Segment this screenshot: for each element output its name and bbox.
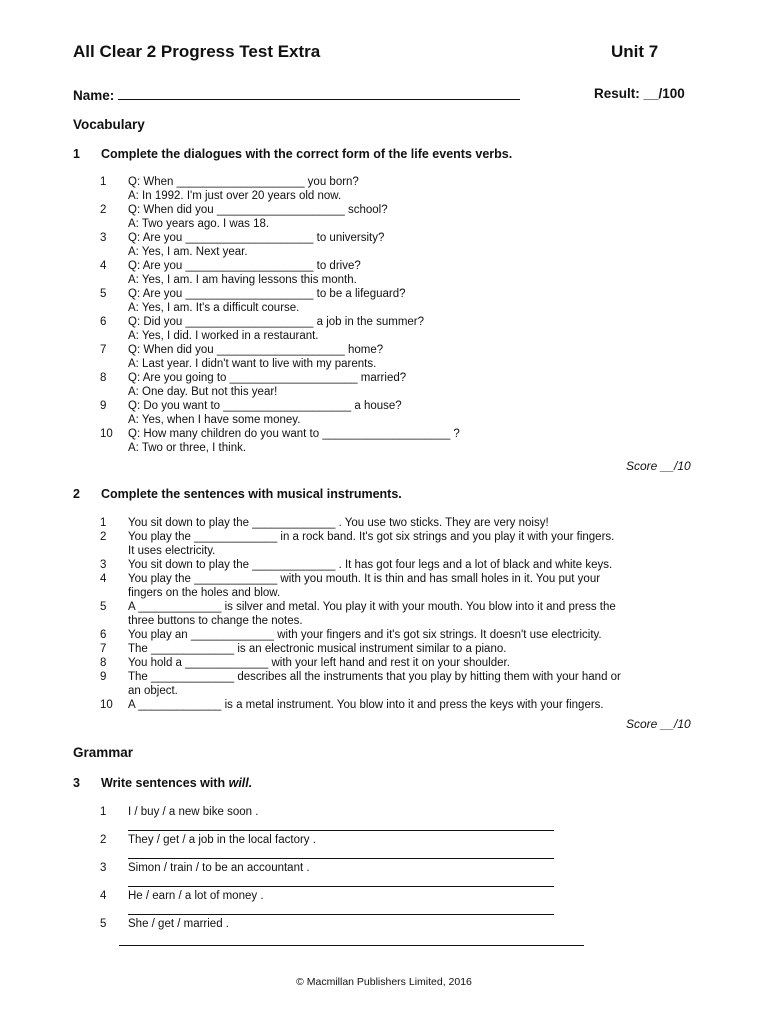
answer-line — [128, 886, 554, 887]
item-question: Q: Are you ____________________ to university? — [128, 232, 385, 244]
item-question: Q: Are you ____________________ to be a lifeguard? — [128, 288, 406, 300]
item-text-cont: three buttons to change the notes. — [128, 615, 303, 627]
page-title: All Clear 2 Progress Test Extra — [73, 42, 321, 61]
item-text: You play the _____________ with you mouth. It is thin and has small holes in it. You put your — [128, 573, 601, 585]
exercise-2-score: Score __/10 — [626, 717, 691, 731]
item-number: 6 — [100, 629, 107, 641]
item-number: 3 — [100, 559, 107, 571]
item-text-cont: It uses electricity. — [128, 545, 216, 557]
item-prompt: They / get / a job in the local factory . — [128, 834, 316, 846]
answer-line — [128, 830, 554, 831]
item-question: Q: Did you ____________________ a job in the summer? — [128, 316, 425, 328]
item-text: The _____________ is an electronic musical instrument similar to a piano. — [128, 643, 507, 655]
item-number: 1 — [100, 517, 107, 529]
section-heading-grammar: Grammar — [73, 745, 134, 760]
item-number: 2 — [100, 204, 107, 216]
item-answer: A: In 1992. I'm just over 20 years old now. — [128, 190, 342, 202]
exercise-number: 3 — [73, 776, 80, 790]
exercise-2-heading — [73, 487, 402, 501]
exercise-number: 2 — [73, 487, 80, 501]
item-text: You sit down to play the _____________ . It has got four legs and a lot of black and white keys. — [128, 559, 613, 571]
item-number: 7 — [100, 643, 107, 655]
copyright-footer: © Macmillan Publishers Limited, 2016 — [296, 976, 472, 988]
item-text: A _____________ is a metal instrument. You blow into it and press the keys with your fingers. — [128, 699, 604, 711]
item-number: 5 — [100, 288, 107, 300]
item-number: 7 — [100, 344, 107, 356]
answer-line — [119, 945, 584, 946]
name-blank — [118, 86, 520, 100]
item-answer: A: Yes, I am. I am having lessons this month. — [128, 274, 357, 286]
item-number: 2 — [100, 834, 107, 846]
item-number: 3 — [100, 862, 107, 874]
item-text: The _____________ describes all the instruments that you play by hitting them with your hand or — [128, 671, 621, 683]
item-question: Q: How many children do you want to ____________________ ? — [128, 428, 460, 440]
item-number: 4 — [100, 890, 107, 902]
item-number: 2 — [100, 531, 107, 543]
item-prompt: Simon / train / to be an accountant . — [128, 862, 310, 874]
item-answer: A: Yes, I did. I worked in a restaurant. — [128, 330, 319, 342]
unit-label: Unit 7 — [611, 42, 659, 61]
exercise-1-score: Score __/10 — [626, 459, 691, 473]
item-answer: A: Yes, when I have some money. — [128, 414, 301, 426]
exercise-instruction: Complete the dialogues with the correct form of the life events verbs. — [101, 147, 513, 161]
item-question: Q: Are you going to ____________________ married? — [128, 372, 407, 384]
item-number: 5 — [100, 601, 107, 613]
item-text-cont: fingers on the holes and blow. — [128, 587, 281, 599]
item-number: 10 — [100, 699, 113, 711]
item-text: You sit down to play the _____________ . You use two sticks. They are very noisy! — [128, 517, 549, 529]
item-prompt: I / buy / a new bike soon . — [128, 806, 259, 818]
item-question: Q: Do you want to ____________________ a house? — [128, 400, 402, 412]
item-number: 4 — [100, 573, 107, 585]
exercise-instruction-emphasis: will. — [228, 776, 253, 790]
item-number: 3 — [100, 232, 107, 244]
answer-line — [128, 858, 554, 859]
item-question: Q: When ____________________ you born? — [128, 176, 359, 188]
name-label: Name: — [73, 88, 115, 103]
item-number: 5 — [100, 918, 107, 930]
name-field — [73, 86, 520, 103]
item-number: 9 — [100, 400, 107, 412]
item-answer: A: Yes, I am. Next year. — [128, 246, 248, 258]
item-number: 9 — [100, 671, 107, 683]
item-number: 1 — [100, 806, 107, 818]
answer-line — [128, 914, 554, 915]
exercise-number: 1 — [73, 147, 80, 161]
section-heading-vocabulary: Vocabulary — [73, 117, 145, 132]
item-question: Q: Are you ____________________ to drive? — [128, 260, 361, 272]
item-text: A _____________ is silver and metal. You play it with your mouth. You blow into it and press the — [128, 601, 616, 613]
item-text: You play an _____________ with your fingers and it's got six strings. It doesn't use electricity. — [128, 629, 602, 641]
item-number: 8 — [100, 372, 107, 384]
item-number: 4 — [100, 260, 107, 272]
item-answer: A: Last year. I didn't want to live with my parents. — [128, 358, 377, 370]
item-answer: A: Two years ago. I was 18. — [128, 218, 270, 230]
item-text: You hold a _____________ with your left hand and rest it on your shoulder. — [128, 657, 510, 669]
item-number: 1 — [100, 176, 107, 188]
exercise-instruction: Write sentences with — [101, 776, 229, 790]
item-text-cont: an object. — [128, 685, 178, 697]
item-prompt: He / earn / a lot of money . — [128, 890, 264, 902]
item-number: 10 — [100, 428, 113, 440]
item-number: 8 — [100, 657, 107, 669]
item-number: 6 — [100, 316, 107, 328]
item-answer: A: Two or three, I think. — [128, 442, 247, 454]
exercise-instruction: Complete the sentences with musical instruments. — [101, 487, 402, 501]
item-answer: A: Yes, I am. It's a difficult course. — [128, 302, 300, 314]
item-question: Q: When did you ____________________ home? — [128, 344, 384, 356]
result-label: Result: __/100 — [594, 86, 685, 101]
exercise-1-heading — [73, 147, 512, 161]
item-prompt: She / get / married . — [128, 918, 229, 930]
item-text: You play the _____________ in a rock band. It's got six strings and you play it with your fingers. — [128, 531, 615, 543]
exercise-3-heading — [73, 776, 252, 790]
item-answer: A: One day. But not this year! — [128, 386, 278, 398]
item-question: Q: When did you ____________________ school? — [128, 204, 388, 216]
